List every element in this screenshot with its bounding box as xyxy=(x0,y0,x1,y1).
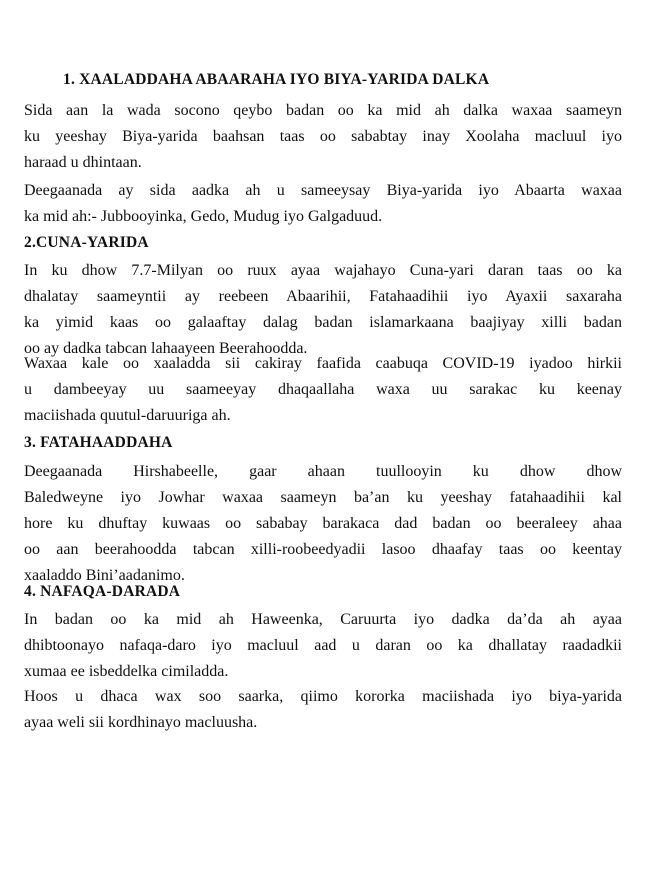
text-line: Waxaa kale oo xaaladda sii cakiray faafida caabuqa COVID-19 iyadoo hirkii xyxy=(24,355,622,372)
paragraph-4-2 xyxy=(24,684,622,736)
paragraph-4-1 xyxy=(24,607,622,685)
text-line: Deegaanada Hirshabeelle, gaar ahaan tuullooyin ku dhow dhow xyxy=(24,463,622,480)
text-line: maciishada quutul-daruuriga ah. xyxy=(24,407,231,424)
text-line: xaaladdo Bini’aadanimo. xyxy=(24,567,185,584)
text-line: hore ku dhuftay kuwaas oo sababay barakaca dad badan oo beeraleey ahaa xyxy=(24,515,622,532)
text-line: In badan oo ka mid ah Haweenka, Caruurta iyo dadka da’da ah ayaa xyxy=(24,611,622,628)
text-line: Deegaanada ay sida aadka ah u sameeysay Biya-yarida iyo Abaarta waxaa xyxy=(24,182,622,199)
paragraph-1-2 xyxy=(24,178,622,230)
paragraph-3-1 xyxy=(24,459,622,589)
text-line: dhibtoonayo nafaqa-daro iyo macluul aad u daran oo ka dhallatay raadadkii xyxy=(24,637,622,654)
text-line: oo ay dadka tabcan lahaayeen Beerahoodda. xyxy=(24,340,308,357)
section-heading-4: 4. NAFAQA-DARADA xyxy=(24,583,181,600)
paragraph-2-1 xyxy=(24,258,622,362)
text-line: oo aan beerahoodda tabcan xilli-roobeedyadii lasoo dhaafay taas oo keentay xyxy=(24,541,622,558)
section-heading-2: 2.CUNA-YARIDA xyxy=(24,234,149,251)
text-line: ku yeeshay Biya-yarida baahsan taas oo sababtay inay Xoolaha macluul iyo xyxy=(24,128,622,145)
text-line: ka yimid kaas oo galaaftay dalag badan islamarkaana baajiyay xilli badan xyxy=(24,314,622,331)
text-line: xumaa ee isbeddelka cimiladda. xyxy=(24,663,229,680)
text-line: haraad u dhintaan. xyxy=(24,154,142,171)
text-line: Sida aan la wada socono qeybo badan oo ka mid ah dalka waxaa saameyn xyxy=(24,102,622,119)
text-line: u dambeeyay uu saameeyay dhaqaallaha waxa uu sarakac ku keenay xyxy=(24,381,622,398)
section-heading-3: 3. FATAHAADDAHA xyxy=(24,434,173,451)
text-line: In ku dhow 7.7-Milyan oo ruux ayaa wajahayo Cuna-yari daran taas oo ka xyxy=(24,262,622,279)
paragraph-1-1 xyxy=(24,98,622,176)
paragraph-2-2 xyxy=(24,351,622,429)
text-line: ayaa weli sii kordhinayo macluusha. xyxy=(24,714,258,731)
section-heading-1: 1. XAALADDAHA ABAARAHA IYO BIYA-YARIDA DALKA xyxy=(63,71,490,88)
text-line: dhalatay saameyntii ay reebeen Abaarihii, Fatahaadihii iyo Ayaxii saxaraha xyxy=(24,288,622,305)
text-line: ka mid ah:- Jubbooyinka, Gedo, Mudug iyo Galgaduud. xyxy=(24,208,383,225)
text-line: Hoos u dhaca wax soo saarka, qiimo kororka maciishada iyo biya-yarida xyxy=(24,688,622,705)
text-line: Baledweyne iyo Jowhar waxaa saameyn ba’an ku yeeshay fatahaadihii kal xyxy=(24,489,622,506)
